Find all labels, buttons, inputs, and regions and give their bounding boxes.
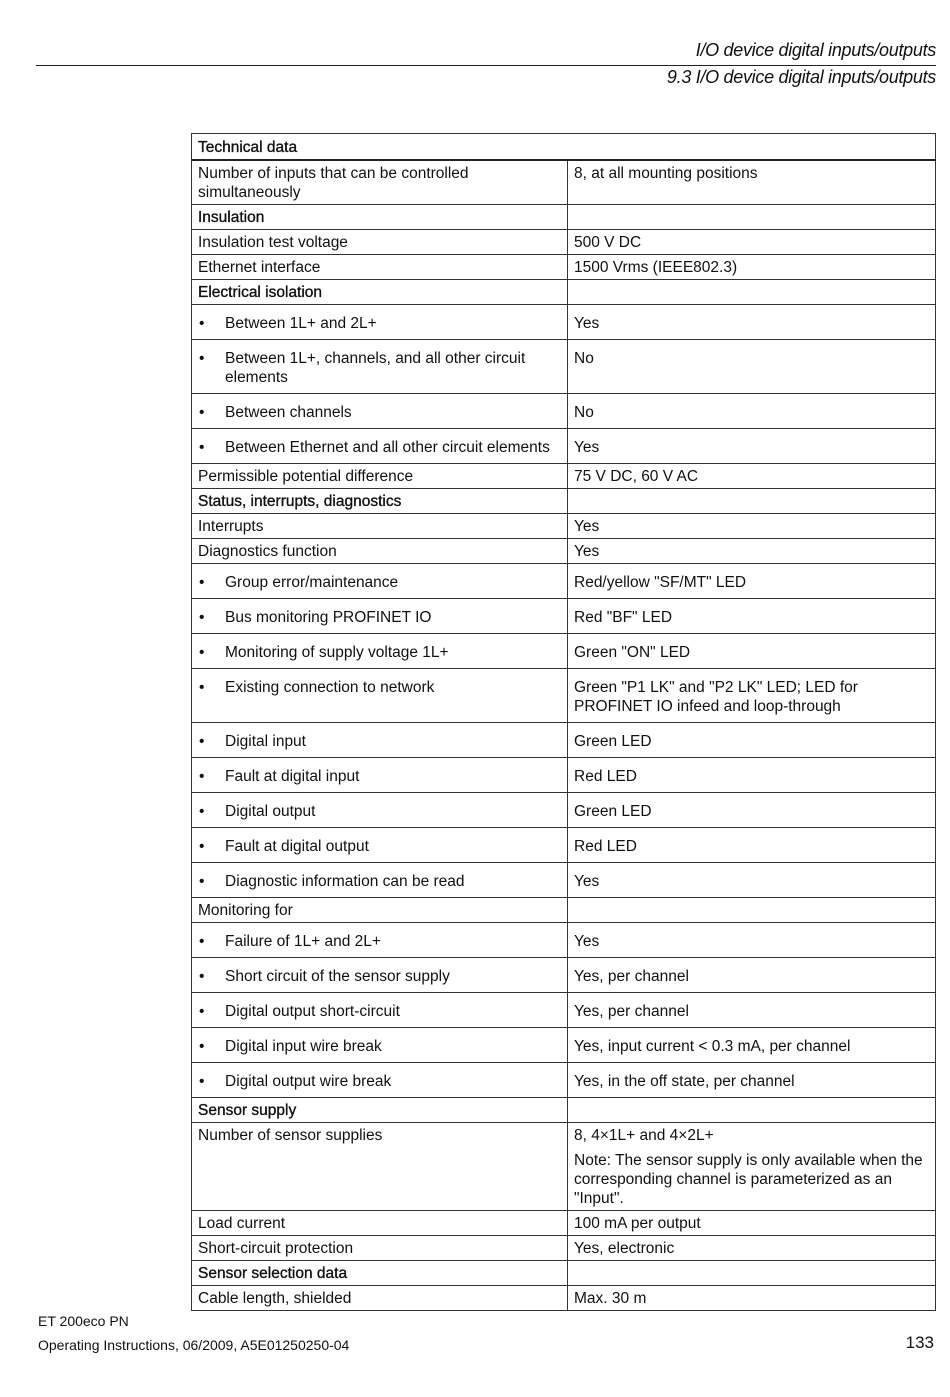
row-label-cell: Diagnostics function xyxy=(192,539,568,564)
row-label: Digital output wire break xyxy=(225,1073,392,1090)
table-row xyxy=(192,923,936,958)
bullet-marker: • xyxy=(199,968,205,985)
footer-doc-info: Operating Instructions, 06/2009, A5E01250250-04 xyxy=(38,1337,350,1353)
row-value-cell xyxy=(568,539,936,564)
table-row xyxy=(192,723,936,758)
row-value: Yes xyxy=(574,933,600,950)
row-label-cell: Electrical isolation xyxy=(192,280,568,305)
row-value: Green "ON" LED xyxy=(574,644,691,661)
bullet-marker: • xyxy=(199,1073,205,1090)
row-value-cell xyxy=(568,160,936,205)
bullet-marker: • xyxy=(199,644,205,661)
table-row xyxy=(192,489,936,514)
row-value-cell xyxy=(568,255,936,280)
row-value-cell xyxy=(568,599,936,634)
bullet-marker: • xyxy=(199,733,205,750)
table-row xyxy=(192,898,936,923)
section-header: 9.3 I/O device digital inputs/outputs xyxy=(666,67,936,87)
row-value: Yes, input current < 0.3 mA, per channel xyxy=(574,1038,851,1055)
bullet-marker: • xyxy=(199,404,205,421)
row-label-cell xyxy=(192,958,568,993)
bullet-marker: • xyxy=(199,1038,205,1055)
row-value-cell xyxy=(568,514,936,539)
row-value-cell xyxy=(568,340,936,394)
bullet-marker: • xyxy=(199,1003,205,1020)
row-label: Group error/maintenance xyxy=(225,574,399,591)
row-label: Digital input wire break xyxy=(225,1038,382,1055)
table-row xyxy=(192,539,936,564)
row-label-cell xyxy=(192,828,568,863)
table-row xyxy=(192,828,936,863)
row-label-cell xyxy=(192,1063,568,1098)
bullet-marker: • xyxy=(199,574,205,591)
table-row xyxy=(192,1098,936,1123)
row-value-cell xyxy=(568,230,936,255)
table-row xyxy=(192,863,936,898)
row-label: Fault at digital input xyxy=(225,768,360,785)
table-row xyxy=(192,205,936,230)
row-label: Between 1L+, channels, and all other circuit elements xyxy=(225,350,526,386)
table-row xyxy=(192,255,936,280)
row-value: No xyxy=(574,350,594,367)
table-row xyxy=(192,394,936,429)
row-value-cell xyxy=(568,1286,936,1311)
row-label: Digital output xyxy=(225,803,316,820)
row-label-cell xyxy=(192,599,568,634)
bullet-marker: • xyxy=(199,768,205,785)
row-value: Yes xyxy=(574,518,600,535)
row-label: Existing connection to network xyxy=(225,679,435,696)
bullet-marker: • xyxy=(199,679,205,696)
row-value-cell xyxy=(568,993,936,1028)
row-label-cell xyxy=(192,993,568,1028)
row-value: Max. 30 m xyxy=(574,1290,647,1307)
row-value: Yes, per channel xyxy=(574,968,689,985)
row-value: 500 V DC xyxy=(574,234,642,251)
row-value-cell xyxy=(568,280,936,305)
row-label-cell: Ethernet interface xyxy=(192,255,568,280)
row-value-cell xyxy=(568,923,936,958)
row-label-cell xyxy=(192,758,568,793)
table-row xyxy=(192,564,936,599)
footer-product: ET 200eco PN xyxy=(38,1313,129,1329)
row-value-cell xyxy=(568,863,936,898)
row-value: Yes xyxy=(574,873,600,890)
table-row xyxy=(192,758,936,793)
row-value-cell xyxy=(568,1261,936,1286)
row-value-cell xyxy=(568,669,936,723)
row-label: Short circuit of the sensor supply xyxy=(225,968,450,985)
bullet-marker: • xyxy=(199,933,205,950)
row-value-cell xyxy=(568,1098,936,1123)
row-value-cell xyxy=(568,1236,936,1261)
table-row xyxy=(192,793,936,828)
chapter-header: I/O device digital inputs/outputs xyxy=(695,40,936,60)
row-value-cell xyxy=(568,1123,936,1211)
row-value: Green LED xyxy=(574,733,652,750)
row-value-cell xyxy=(568,898,936,923)
bullet-marker: • xyxy=(199,609,205,626)
row-value-cell xyxy=(568,634,936,669)
row-label-cell xyxy=(192,340,568,394)
row-value: Yes, in the off state, per channel xyxy=(574,1073,795,1090)
table-row xyxy=(192,1236,936,1261)
row-value-cell xyxy=(568,1063,936,1098)
bullet-marker: • xyxy=(199,315,205,332)
bullet-marker: • xyxy=(199,803,205,820)
table-row xyxy=(192,1028,936,1063)
row-label-cell xyxy=(192,305,568,340)
row-label: Between Ethernet and all other circuit elements xyxy=(225,439,550,456)
page-number: 133 xyxy=(905,1333,934,1352)
row-value: 8, 4×1L+ and 4×2L+ xyxy=(574,1127,714,1144)
row-value: 100 mA per output xyxy=(574,1215,701,1232)
row-label: Failure of 1L+ and 2L+ xyxy=(225,933,381,950)
row-label: Monitoring of supply voltage 1L+ xyxy=(225,644,449,661)
row-label-cell xyxy=(192,564,568,599)
row-label-cell xyxy=(192,1028,568,1063)
row-value-cell xyxy=(568,828,936,863)
row-label-cell: Interrupts xyxy=(192,514,568,539)
row-value-cell xyxy=(568,564,936,599)
row-value: Yes xyxy=(574,315,600,332)
row-value-cell xyxy=(568,1028,936,1063)
row-label-cell xyxy=(192,429,568,464)
row-value: Yes, per channel xyxy=(574,1003,689,1020)
table-row xyxy=(192,1063,936,1098)
row-label-cell xyxy=(192,923,568,958)
table-row xyxy=(192,305,936,340)
row-value-cell xyxy=(568,958,936,993)
row-value-cell xyxy=(568,1211,936,1236)
row-value-cell xyxy=(568,305,936,340)
table-row xyxy=(192,1211,936,1236)
row-value-cell xyxy=(568,793,936,828)
row-label-cell: Insulation test voltage xyxy=(192,230,568,255)
row-label: Bus monitoring PROFINET IO xyxy=(225,609,432,626)
row-value-cell xyxy=(568,394,936,429)
table-row xyxy=(192,340,936,394)
row-value: 75 V DC, 60 V AC xyxy=(574,468,699,485)
row-value: 1500 Vrms (IEEE802.3) xyxy=(574,259,738,276)
row-label-cell: Insulation xyxy=(192,205,568,230)
row-value: Yes, electronic xyxy=(574,1240,675,1257)
row-value: Green "P1 LK" and "P2 LK" LED; LED for PROFINET IO infeed and loop-through xyxy=(574,679,858,715)
row-label-cell xyxy=(192,723,568,758)
table-row xyxy=(192,958,936,993)
row-label: Fault at digital output xyxy=(225,838,369,855)
bullet-marker: • xyxy=(199,439,205,456)
table-row xyxy=(192,1286,936,1311)
row-label-cell: Cable length, shielded xyxy=(192,1286,568,1311)
row-value: Green LED xyxy=(574,803,652,820)
table-row xyxy=(192,160,936,205)
table-row xyxy=(192,599,936,634)
technical-data-table xyxy=(191,133,936,1311)
row-label: Diagnostic information can be read xyxy=(225,873,465,890)
table-row xyxy=(192,1261,936,1286)
row-label-cell xyxy=(192,634,568,669)
bullet-marker: • xyxy=(199,838,205,855)
table-row xyxy=(192,280,936,305)
row-label-cell: Sensor supply xyxy=(192,1098,568,1123)
header-rule xyxy=(36,65,936,66)
table-row xyxy=(192,1123,936,1211)
row-label: Between 1L+ and 2L+ xyxy=(225,315,377,332)
bullet-marker: • xyxy=(199,350,205,367)
row-value-cell xyxy=(568,489,936,514)
row-value: No xyxy=(574,404,594,421)
row-label-cell: Status, interrupts, diagnostics xyxy=(192,489,568,514)
row-value-cell xyxy=(568,205,936,230)
row-value-cell xyxy=(568,429,936,464)
row-label-cell: Number of inputs that can be controlled simultaneously xyxy=(192,160,568,205)
row-label-cell: Number of sensor supplies xyxy=(192,1123,568,1211)
row-label: Digital output short-circuit xyxy=(225,1003,400,1020)
row-label-cell xyxy=(192,793,568,828)
row-label-cell: Load current xyxy=(192,1211,568,1236)
table-row xyxy=(192,514,936,539)
row-label-cell: Permissible potential difference xyxy=(192,464,568,489)
table-row xyxy=(192,429,936,464)
row-value-cell xyxy=(568,464,936,489)
row-value: Yes xyxy=(574,543,600,560)
row-value: Yes xyxy=(574,439,600,456)
row-value: Red LED xyxy=(574,768,637,785)
row-value: 8, at all mounting positions xyxy=(574,165,758,182)
row-label-cell xyxy=(192,394,568,429)
row-value-cell xyxy=(568,723,936,758)
table-row xyxy=(192,993,936,1028)
row-note: Note: The sensor supply is only available when the corresponding channel is parameterized as an "Input". xyxy=(574,1152,923,1207)
row-value: Red "BF" LED xyxy=(574,609,673,626)
row-value-cell xyxy=(568,758,936,793)
table-row xyxy=(192,669,936,723)
row-label-cell: Short-circuit protection xyxy=(192,1236,568,1261)
row-label: Digital input xyxy=(225,733,306,750)
row-label: Between channels xyxy=(225,404,352,421)
row-value: Red/yellow "SF/MT" LED xyxy=(574,574,747,591)
row-value: Red LED xyxy=(574,838,637,855)
row-label-cell xyxy=(192,863,568,898)
table-row xyxy=(192,634,936,669)
row-label-cell xyxy=(192,669,568,723)
bullet-marker: • xyxy=(199,873,205,890)
row-label-cell: Monitoring for xyxy=(192,898,568,923)
table-title: Technical data xyxy=(192,134,936,161)
table-row xyxy=(192,230,936,255)
table-row xyxy=(192,464,936,489)
row-label-cell: Sensor selection data xyxy=(192,1261,568,1286)
